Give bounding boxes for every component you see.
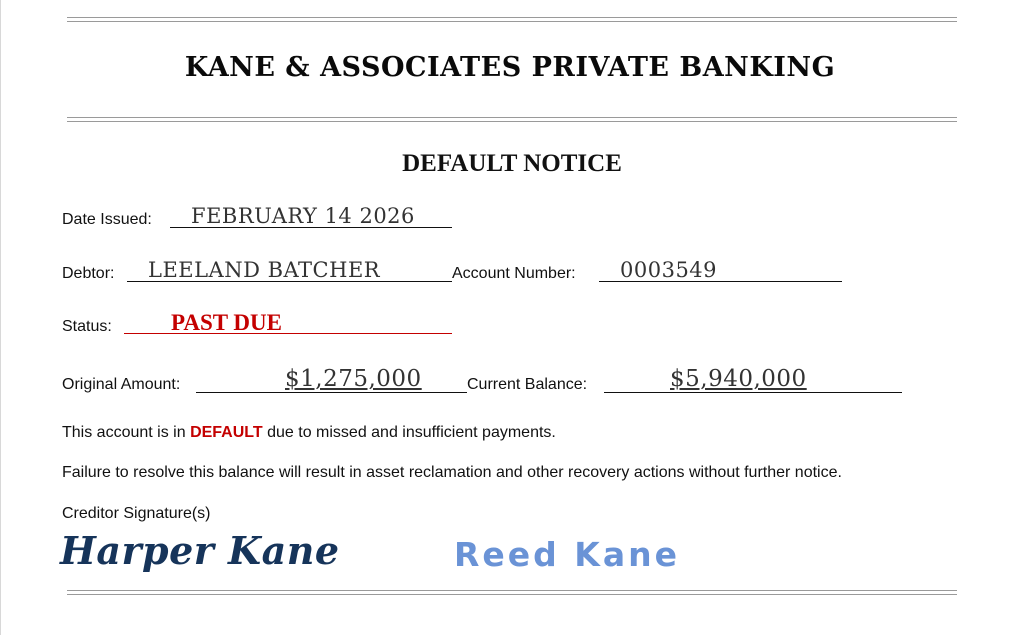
creditor-signature-label: Creditor Signature(s) [62,505,211,522]
status-label: Status: [62,318,112,335]
debtor-label: Debtor: [62,265,115,282]
default-statement-suffix: due to missed and insufficient payments. [262,424,556,441]
notice-title: DEFAULT NOTICE [402,150,622,177]
account-number-label: Account Number: [452,265,576,282]
original-amount-line [196,392,467,393]
debtor-value: LEELAND BATCHER [148,258,381,282]
date-issued-label: Date Issued: [62,211,152,228]
bank-name-heading: KANE & ASSOCIATES PRIVATE BANKING [184,52,836,83]
bottom-double-rule [67,590,957,595]
original-amount-label: Original Amount: [62,376,181,393]
date-issued-value: FEBRUARY 14 2026 [191,204,415,228]
original-amount-value: $1,275,000 [285,366,422,392]
top-double-rule [67,17,957,22]
signature-harper-kane: Harper Kane [60,528,340,573]
current-balance-label: Current Balance: [467,376,588,393]
account-number-value: 0003549 [620,258,718,282]
page-left-border [0,0,1,635]
current-balance-value: $5,940,000 [670,366,807,392]
signature-reed-kane: Reed Kane [454,535,680,574]
status-value: PAST DUE [171,310,282,335]
failure-warning: Failure to resolve this balance will result in asset reclamation and other recovery actions without further notice. [62,464,842,481]
default-highlight: DEFAULT [190,424,263,441]
default-statement [62,424,556,442]
header-double-rule [67,117,957,122]
current-balance-line [604,392,902,393]
default-statement-prefix: This account is in [62,424,191,441]
